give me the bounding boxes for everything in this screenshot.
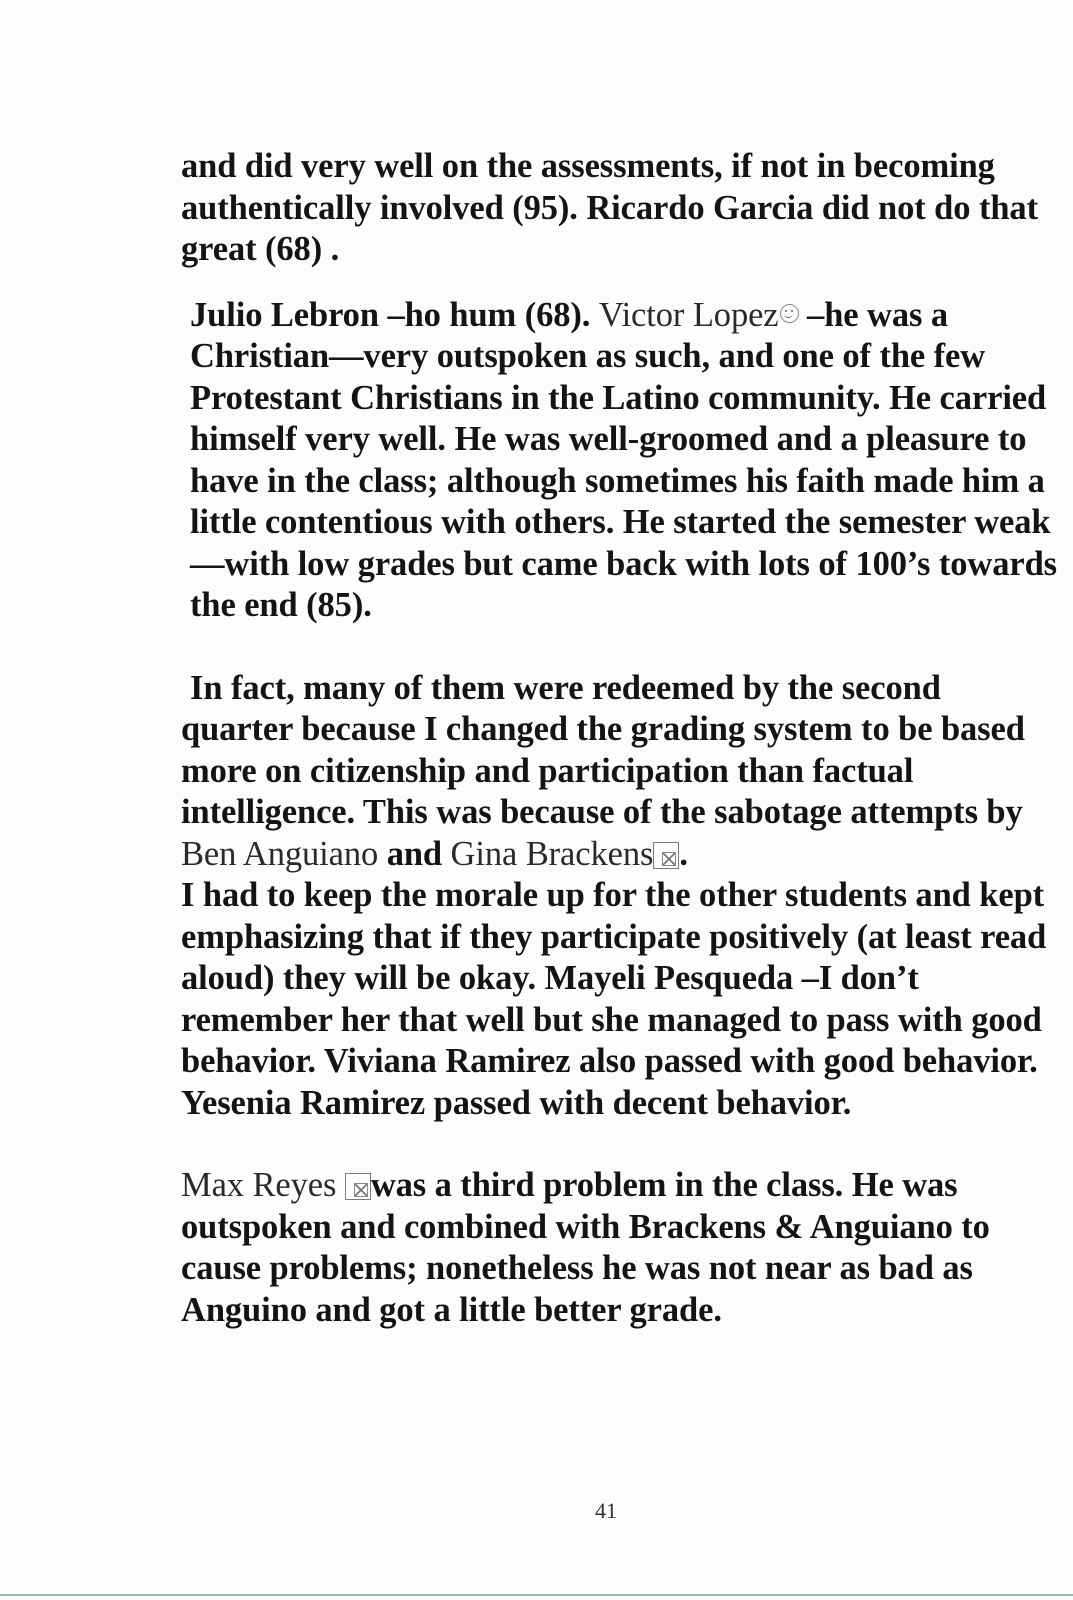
paragraph-2-text-start: Julio Lebron –ho hum (68). xyxy=(190,295,599,334)
name-victor-lopez: Victor Lopez xyxy=(598,295,779,334)
paragraph-3-and: and xyxy=(378,834,451,873)
paragraph-3-period: . xyxy=(679,834,688,873)
broken-image-icon xyxy=(653,842,679,869)
paragraph-3-text-rest: I had to keep the morale up for the other students and kept emphasizing that if they participate positively (at least read aloud) they will be okay. Mayeli Pesqueda –I don’t remember her that well but she managed to pass with good behavior. Viviana Ramirez also passed with good behavior. Yesenia Ramirez passed with decent behavior. xyxy=(181,876,1047,1122)
name-ben-anguiano: Ben Anguiano xyxy=(181,834,379,873)
page-number: 41 xyxy=(595,1498,617,1523)
smiley-face-icon xyxy=(780,304,799,323)
name-gina-brackens: Gina Brackens xyxy=(450,834,654,873)
paragraph-2-text-rest: –he was a Christian—very outspoken as such, and one of the few Protestant Christians in the Latino community. He carried himself very well. He was well-groomed and a pleasure to have in the class; although sometimes his faith made him a little contentious with others. He started the semester weak—with low grades but came back with lots of 100’s towards the end (85). xyxy=(190,295,1058,624)
paragraph-3 xyxy=(181,668,1061,1125)
paragraph-2 xyxy=(181,295,1061,627)
page-body xyxy=(181,146,1061,1331)
paragraph-4-text: was a third problem in the class. He was outspoken and combined with Brackens & Anguiano to cause problems; nonetheless he was not near as bad as Anguino and got a little better grade. xyxy=(181,1166,990,1329)
broken-image-icon xyxy=(345,1173,371,1200)
paragraph-1 xyxy=(181,146,1061,271)
page-bottom-edge xyxy=(0,1594,1073,1596)
paragraph-4 xyxy=(181,1165,1061,1331)
paragraph-1-text: and did very well on the assessments, if not in becoming authentically involved (95). Ricardo Garcia did not do that great (68) . xyxy=(181,147,1038,268)
paragraph-3-text-start: In fact, many of them were redeemed by the second quarter because I changed the grading system to be based more on citizenship and participation than factual intelligence. This was because of the sabotage attempts by xyxy=(181,668,1025,831)
name-max-reyes: Max Reyes xyxy=(181,1166,337,1204)
